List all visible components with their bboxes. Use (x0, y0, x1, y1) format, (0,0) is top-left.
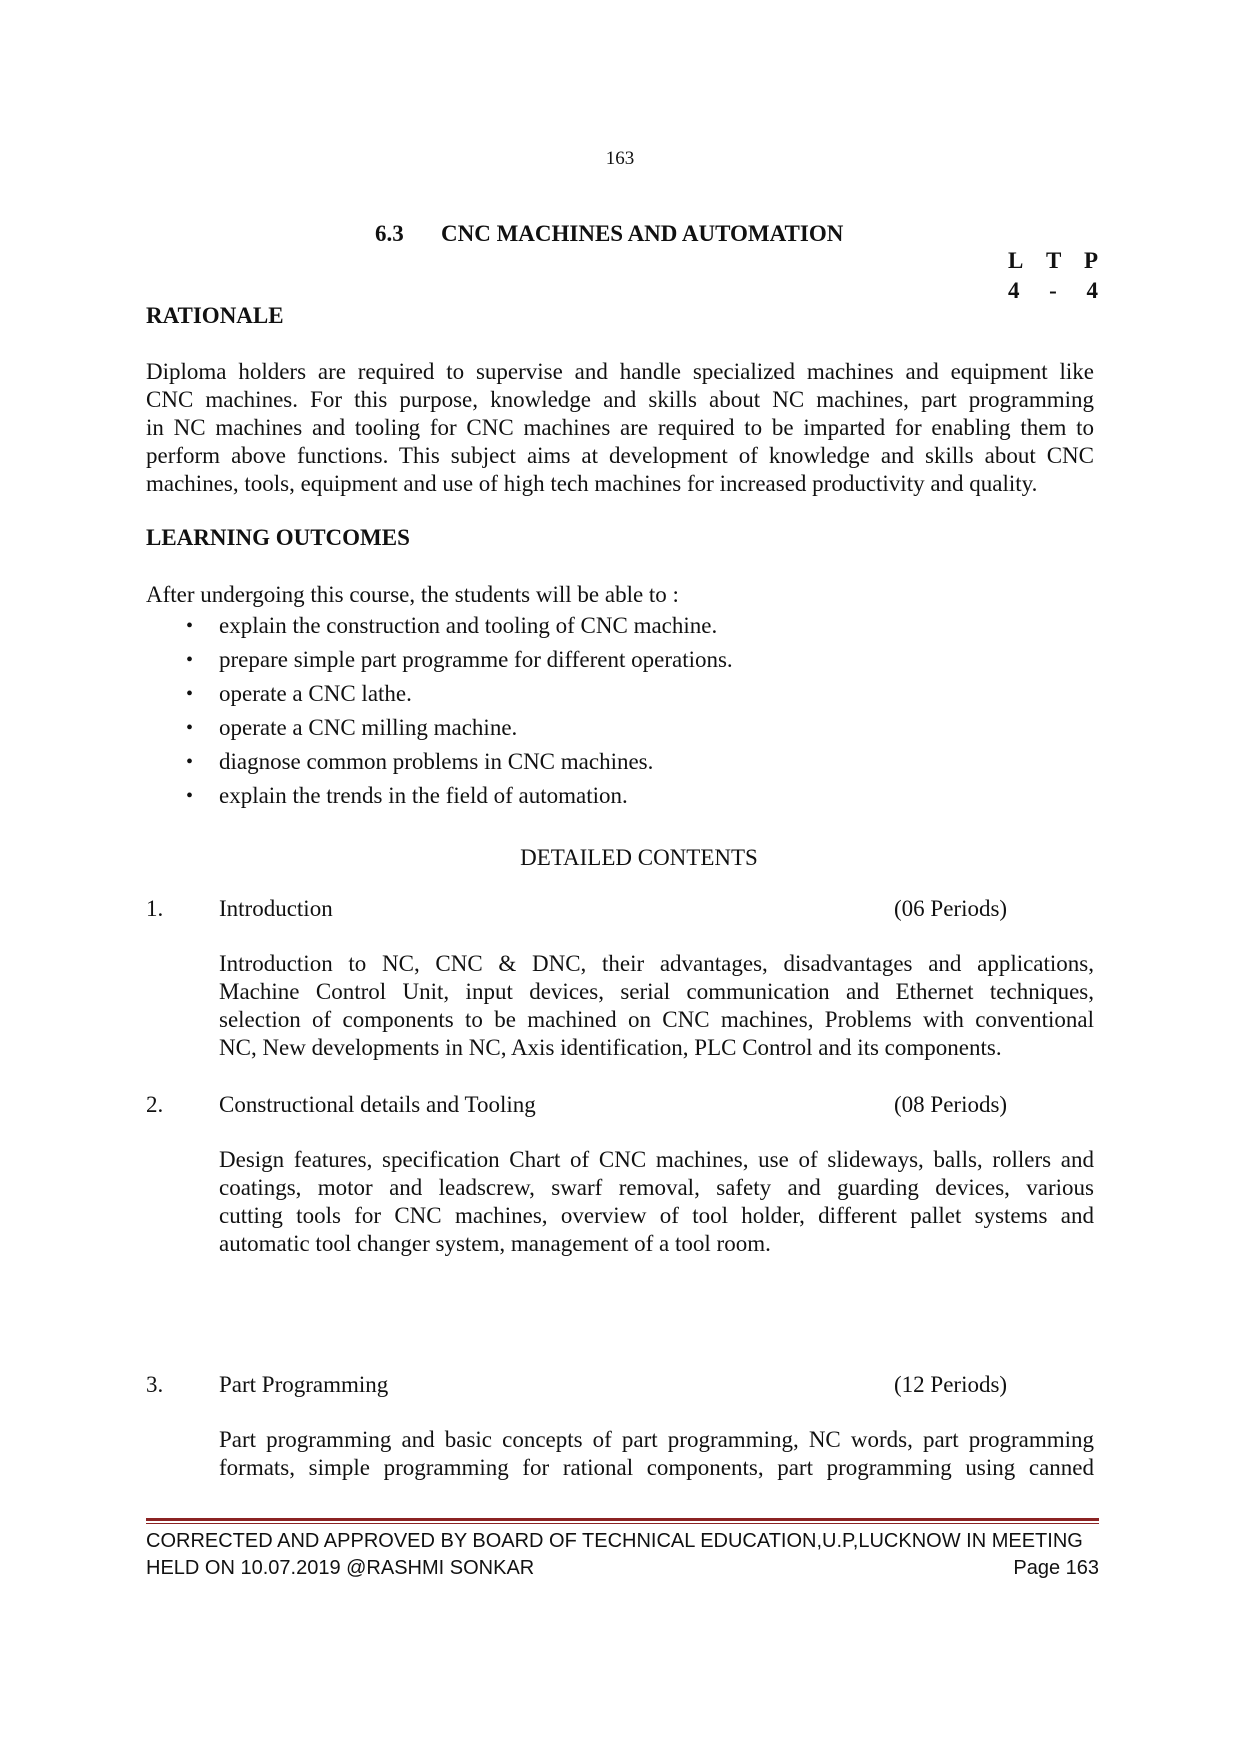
detailed-contents-heading: DETAILED CONTENTS (520, 845, 758, 870)
ltp-value-t: - (1049, 278, 1057, 303)
learning-outcomes-heading: LEARNING OUTCOMES (146, 525, 410, 550)
footer-rule-thin (146, 1523, 1099, 1524)
course-title: CNC MACHINES AND AUTOMATION (441, 221, 844, 246)
bullet-icon: • (186, 717, 194, 739)
footer-page-label: Page 163 (1013, 1557, 1099, 1579)
footer-approval-text: CORRECTED AND APPROVED BY BOARD OF TECHNICAL EDUCATION,U.P,LUCKNOW IN MEETING (146, 1530, 1083, 1552)
unit-periods: (12 Periods) (894, 1372, 1008, 1397)
rationale-line: machines, tools, equipment and use of high tech machines for increased productivity and quality. (146, 471, 1038, 496)
learning-outcomes-intro: After undergoing this course, the students will be able to : (146, 582, 679, 607)
list-item (186, 714, 733, 748)
learning-outcomes-list (186, 612, 733, 816)
bullet-icon: • (186, 649, 194, 671)
footer-second-line (146, 1557, 1099, 1580)
unit-description-line: Design features, specification Chart of CNC machines, use of slideways, balls, rollers and (219, 1147, 1094, 1172)
footer-rule (146, 1518, 1099, 1521)
ltp-header-p: P (1083, 248, 1098, 273)
unit-description-line: NC, New developments in NC, Axis identification, PLC Control and its components. (219, 1035, 1002, 1060)
bullet-icon: • (186, 615, 194, 637)
unit-description (219, 1146, 1094, 1258)
ltp-header-l: L (1008, 248, 1024, 273)
list-item-text: operate a CNC lathe. (219, 681, 412, 706)
bullet-icon: • (186, 785, 194, 807)
bullet-icon: • (186, 683, 194, 705)
course-heading (375, 221, 843, 247)
unit-description-line: formats, simple programming for rational components, part programming using canned (219, 1455, 1094, 1480)
ltp-value-l: 4 (1008, 278, 1020, 303)
unit-description-line: coatings, motor and leadscrew, swarf removal, safety and guarding devices, various (219, 1175, 1094, 1200)
course-number: 6.3 (375, 221, 404, 246)
rationale-line: perform above functions. This subject aims at development of knowledge and skills about CNC (146, 443, 1094, 468)
unit-description-line: Part programming and basic concepts of part programming, NC words, part programming (219, 1427, 1094, 1452)
unit-title: Constructional details and Tooling (219, 1092, 536, 1117)
unit-description-line: Machine Control Unit, input devices, serial communication and Ethernet techniques, (219, 979, 1094, 1004)
list-item-text: explain the construction and tooling of CNC machine. (219, 613, 718, 638)
list-item (186, 646, 733, 680)
unit-description-line: cutting tools for CNC machines, overview of tool holder, different pallet systems and (219, 1203, 1094, 1228)
unit-description-line: automatic tool changer system, management of a tool room. (219, 1231, 771, 1256)
ltp-value-p: 4 (1086, 278, 1098, 303)
bullet-icon: • (186, 751, 194, 773)
list-item (186, 748, 733, 782)
unit-number: 1. (146, 896, 164, 921)
unit-description (219, 950, 1094, 1062)
list-item (186, 680, 733, 714)
unit-title: Part Programming (219, 1372, 389, 1397)
rationale-line: Diploma holders are required to supervise and handle specialized machines and equipment like (146, 359, 1094, 384)
ltp-header-t: T (1045, 248, 1062, 273)
rationale-line: CNC machines. For this purpose, knowledge and skills about NC machines, part programming (146, 387, 1094, 412)
unit-description (219, 1426, 1094, 1482)
page-number: 163 (605, 148, 635, 169)
list-item (186, 612, 733, 646)
rationale-heading: RATIONALE (146, 303, 284, 328)
rationale-line: in NC machines and tooling for CNC machines are required to be imparted for enabling them to (146, 415, 1094, 440)
list-item-text: prepare simple part programme for different operations. (219, 647, 733, 672)
list-item-text: diagnose common problems in CNC machines. (219, 749, 654, 774)
ltp-values-row (1008, 276, 1098, 306)
footer-meeting-date: HELD ON 10.07.2019 @RASHMI SONKAR (146, 1557, 535, 1579)
unit-periods: (06 Periods) (894, 896, 1008, 921)
unit-periods: (08 Periods) (894, 1092, 1008, 1117)
unit-description-line: selection of components to be machined on CNC machines, Problems with conventional (219, 1007, 1094, 1032)
list-item-text: operate a CNC milling machine. (219, 715, 518, 740)
ltp-table (1008, 246, 1098, 306)
rationale-paragraph (146, 358, 1094, 498)
list-item-text: explain the trends in the field of automation. (219, 783, 628, 808)
ltp-header-row (1008, 246, 1098, 276)
list-item (186, 782, 733, 816)
unit-number: 2. (146, 1092, 164, 1117)
unit-title: Introduction (219, 896, 333, 921)
unit-number: 3. (146, 1372, 164, 1397)
unit-description-line: Introduction to NC, CNC & DNC, their advantages, disadvantages and applications, (219, 951, 1094, 976)
